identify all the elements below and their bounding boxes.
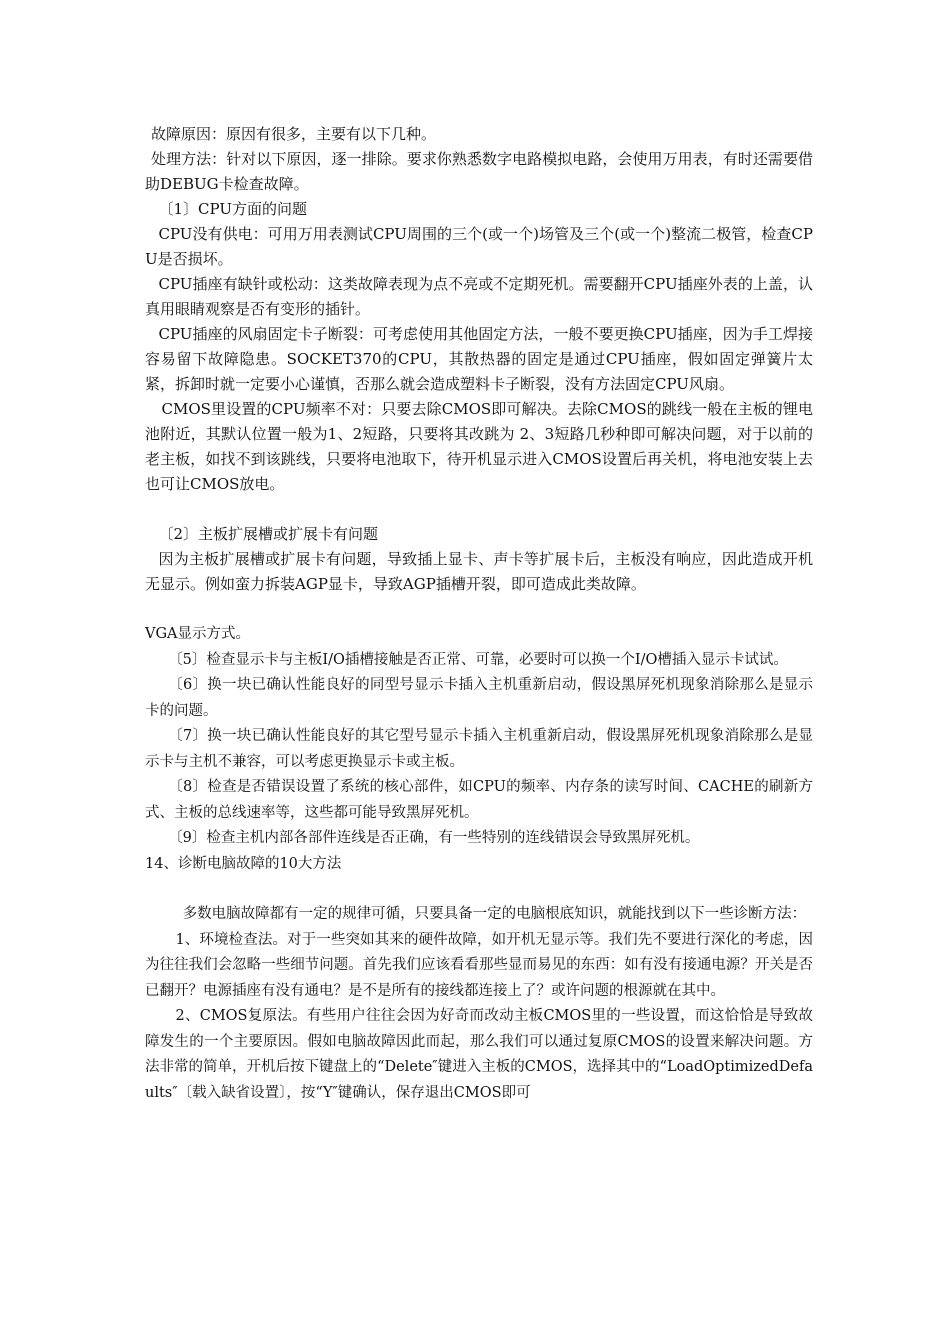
- paragraph-cmos-cpu-frequency: CMOS里设置的CPU频率不对：只要去除CMOS即可解决。去除CMOS的跳线一般在主板的锂电池附近，其默认位置一般为1、2短路，只要将其改跳为 2、3短路几秒种即可解决问题，对于以前的老主板，如找不到该跳线，只要将电池取下，待开机显示进入CMOS设置后再关机，将电池安装上去也可让CMOS放电。: [145, 400, 813, 493]
- heading-cpu-problems: 〔1〕CPU方面的问题: [158, 200, 307, 218]
- section-display-checks: [145, 622, 813, 1106]
- paragraph-cmos-restore: 2、CMOS复原法。有些用户往往会因为好奇而改动主板CMOS里的一些设置，而这恰恰是导致故障发生的一个主要原因。假如电脑故障因此而起，那么我们可以通过复原CMOS的设置来解决问题。方法非常的简单，开机后按下键盘上的“Delete″键进入主板的CMOS，选择其中的“LoadOptimizedDefaults″〔载入缺省设置〕，按“Y″键确认，保存退出CMOS即可: [145, 1008, 813, 1101]
- list-item-check-8: 〔8〕检查是否错误设置了系统的核心部件，如CPU的频率、内存条的读写时间、CACHE的刷新方式、主板的总线速率等，这些都可能导致黑屏死机。: [145, 779, 813, 821]
- paragraph-handling-method: 处理方法：针对以下原因，逐一排除。要求你熟悉数字电路模拟电路，会使用万用表，有时还需要借助DEBUG卡检查故障。: [145, 150, 813, 193]
- paragraph-cpu-fan-clip: CPU插座的风扇固定卡子断裂：可考虑使用其他固定方法，一般不要更换CPU插座，因为手工焊接容易留下故障隐患。SOCKET370的CPU，其散热器的固定是通过CPU插座，假如固定弹簧片太紧，拆卸时就一定要小心谨慎，否那么就会造成塑料卡子断裂，没有方法固定CPU风扇。: [145, 325, 813, 393]
- list-item-check-9: 〔9〕检查主机内部各部件连线是否正确，有一些特别的连线错误会导致黑屏死机。: [168, 830, 700, 846]
- list-item-check-6: 〔6〕换一块已确认性能良好的同型号显示卡插入主机重新启动，假设黑屏死机现象消除那么是显示卡的问题。: [145, 677, 813, 719]
- paragraph-fault-cause: 故障原因：原因有很多，主要有以下几种。: [151, 125, 437, 143]
- paragraph-expansion-slot-detail: 因为主板扩展槽或扩展卡有问题，导致插上显卡、声卡等扩展卡后，主板没有响应，因此造成开机无显示。例如蛮力拆装AGP显卡，导致AGP插槽开裂，即可造成此类故障。: [145, 550, 813, 593]
- heading-ten-diagnosis-methods: 14、诊断电脑故障的10大方法: [145, 855, 342, 872]
- paragraph-spacer: [145, 877, 813, 902]
- list-item-check-7: 〔7〕换一块已确认性能良好的其它型号显示卡插入主机重新启动，假设黑屏死机现象消除那么是显示卡与主机不兼容，可以考虑更换显示卡或主板。: [145, 728, 813, 770]
- paragraph-environment-check: 1、环境检查法。对于一些突如其来的硬件故障，如开机无显示等。我们先不要进行深化的考虑，因为往往我们会忽略一些细节问题。首先我们应该看看那些显而易见的东西：如有没有接通电源？开关是否已翻开？电源插座有没有通电？是不是所有的接线都连接上了？或许问题的根源就在其中。: [145, 931, 813, 999]
- document-body: [145, 122, 813, 1106]
- paragraph-diagnosis-intro: 多数电脑故障都有一定的规律可循，只要具备一定的电脑根底知识，就能找到以下一些诊断方法：: [182, 906, 807, 922]
- paragraph-cpu-socket-pins: CPU插座有缺针或松动：这类故障表现为点不亮或不定期死机。需要翻开CPU插座外表的上盖，认真用眼睛观察是否有变形的插针。: [145, 275, 813, 318]
- paragraph-vga-mode: VGA显示方式。: [145, 626, 251, 642]
- heading-expansion-slot-problems: 〔2〕主板扩展槽或扩展卡有问题: [158, 525, 379, 543]
- paragraph-spacer: [145, 597, 813, 622]
- paragraph-spacer: [145, 497, 813, 522]
- paragraph-cpu-no-power: CPU没有供电：可用万用表测试CPU周围的三个(或一个)场管及三个(或一个)整流二极管，检查CPU是否损坏。: [145, 225, 813, 268]
- section-cpu-faults: [145, 122, 813, 622]
- list-item-check-5: 〔5〕检查显示卡与主板I/O插槽接触是否正常、可靠，必要时可以换一个I/O槽插入显示卡试试。: [168, 651, 788, 668]
